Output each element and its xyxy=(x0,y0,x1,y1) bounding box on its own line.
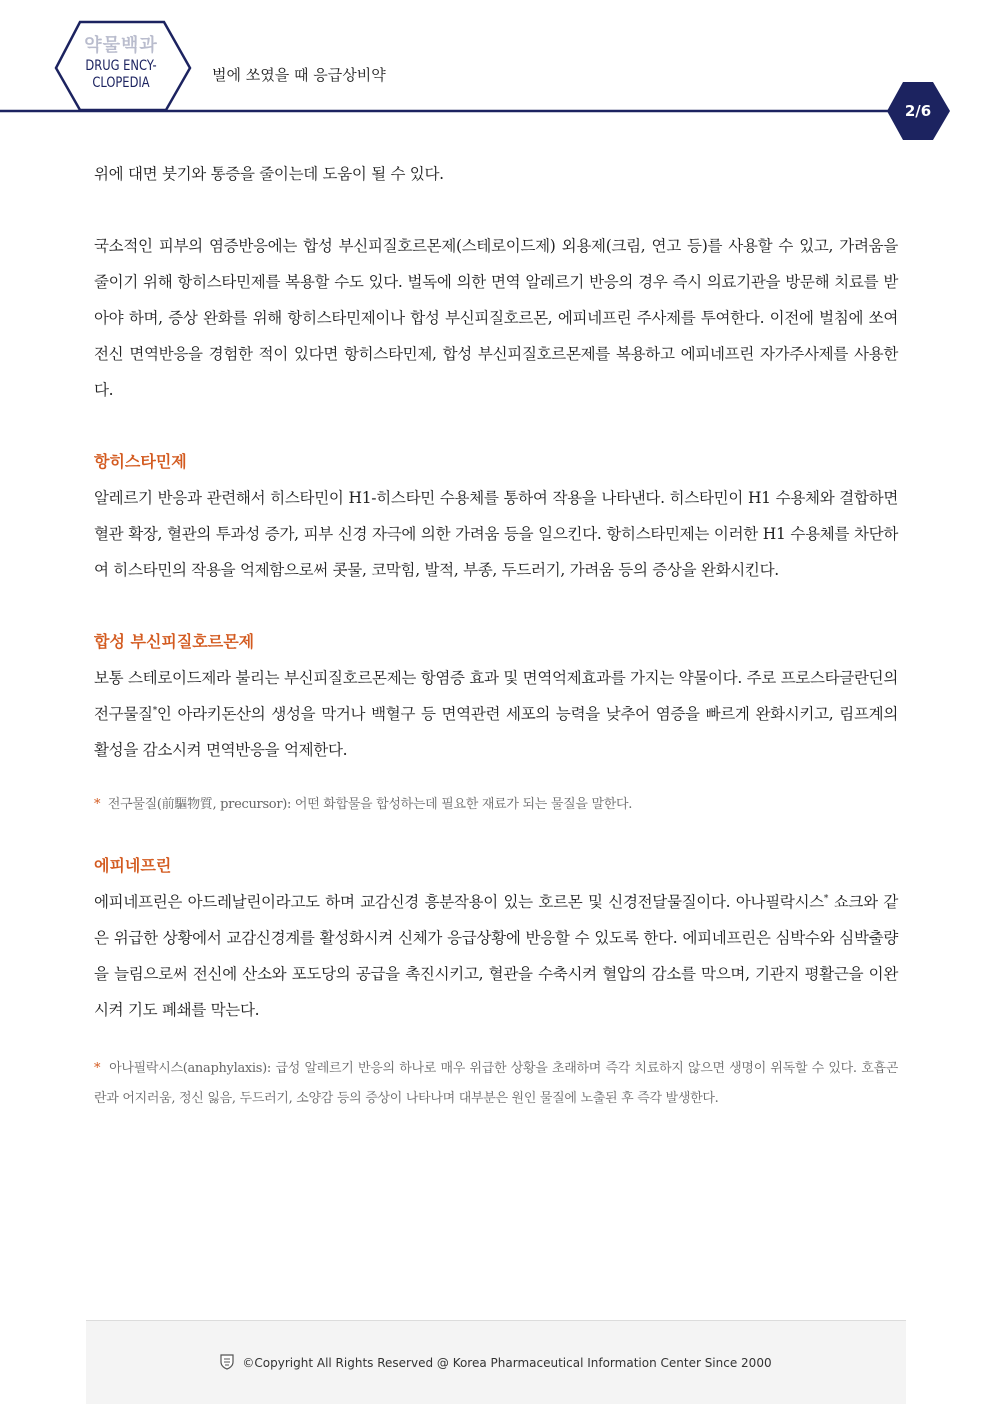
page-footer xyxy=(86,1320,906,1404)
section-body-antihistamine: 알레르기 반응과 관련해서 히스타민이 H1-히스타민 수용체를 통하여 작용을 나타낸다. 히스타민이 H1 수용체와 결합하면 혈관 확장, 혈관의 투과성 증가, 피부 신경 자극에 의한 가려움 등을 일으킨다. 항히스타민제는 이러한 H1 수용체를 차단하여 히스타민의 작용을 억제함으로써 콧물, 코막힘, 발적, 부종, 두드러기, 가려움 등의 증상을 완화시킨다. xyxy=(94,489,898,579)
section-title-corticosteroid: 합성 부신피질호르몬제 xyxy=(94,632,255,651)
page-header xyxy=(0,0,992,150)
copyright-text: ©Copyright All Rights Reserved @ Korea Pharmaceutical Information Center Since 2000 xyxy=(242,1356,772,1370)
shield-emblem-icon xyxy=(220,1354,234,1373)
footnote-marker: * xyxy=(152,705,157,716)
section-title-epinephrine: 에피네프린 xyxy=(94,856,172,875)
footnote-star: * xyxy=(94,1061,101,1076)
logo xyxy=(56,34,186,92)
intro-paragraph-1: 위에 대면 붓기와 통증을 줄이는데 도움이 될 수 있다. xyxy=(94,165,444,183)
footnote-anaphylaxis xyxy=(94,1054,898,1114)
logo-english-line2: CLOPEDIA xyxy=(92,75,150,91)
section-title-antihistamine: 항히스타민제 xyxy=(94,452,187,471)
page-number: 2/6 xyxy=(904,102,932,120)
logo-korean-text: 약물백과 xyxy=(84,35,158,56)
epinephrine-body-part-a: 에피네프린은 아드레날린이라고도 하며 교감신경 흥분작용이 있는 호르몬 및 신경전달물질이다. 아나필락시스 xyxy=(94,893,824,911)
document-title: 벌에 쏘였을 때 응급상비약 xyxy=(212,66,386,84)
footnote-precursor xyxy=(94,790,898,820)
corticosteroid-body-part-b: 인 아라키돈산의 생성을 막거나 백혈구 등 면역관련 세포의 능력을 낮추어 염증을 빠르게 완화시키고, 림프계의 활성을 감소시켜 면역반응을 억제한다. xyxy=(94,705,898,759)
section-body-corticosteroid xyxy=(94,660,898,768)
footer-content xyxy=(86,1354,906,1373)
main-content xyxy=(94,150,898,1114)
corticosteroid-body-part-a: 보통 스테로이드제라 불리는 부신피질호르몬제는 항염증 효과 및 면역억제효과를 가지는 약물이다. 주로 프로스타글란딘의 전구물질 xyxy=(94,669,898,723)
logo-english-line1: DRUG ENCY- xyxy=(85,58,157,74)
footnote-star: * xyxy=(94,797,101,812)
section-body-epinephrine xyxy=(94,884,898,1028)
epinephrine-body-part-b: 쇼크와 같은 위급한 상황에서 교감신경계를 활성화시켜 신체가 응급상황에 반응할 수 있도록 한다. 에피네프린은 심박수와 심박출량을 늘림으로써 전신에 산소와 포도당의 공급을 촉진시키고, 혈관을 수축시켜 혈압의 감소를 막으며, 기관지 평활근을 이완시켜 기도 폐쇄를 막는다. xyxy=(94,893,899,1019)
footnote-anaphylaxis-text: 아나필락시스(anaphylaxis): 급성 알레르기 반응의 하나로 매우 위급한 상황을 초래하며 즉각 치료하지 않으면 생명이 위독할 수 있다. 호흡곤란과 어지러움, 정신 잃음, 두드러기, 소양감 등의 증상이 나타나며 대부분은 원인 물질에 노출된 후 즉각 발생한다. xyxy=(94,1061,898,1106)
footnote-precursor-text: 전구물질(前驅物質, precursor): 어떤 화합물을 합성하는데 필요한 재료가 되는 물질을 말한다. xyxy=(107,797,633,812)
intro-paragraph-2: 국소적인 피부의 염증반응에는 합성 부신피질호르몬제(스테로이드제) 외용제(크림, 연고 등)를 사용할 수 있고, 가려움을 줄이기 위해 항히스타민제를 복용할 수도 있다. 벌독에 의한 면역 알레르기 반응의 경우 즉시 의료기관을 방문해 치료를 받아야 하며, 증상 완화를 위해 항히스타민제이나 합성 부신피질호르몬, 에피네프린 주사제를 투여한다. 이전에 벌침에 쏘여 전신 면역반응을 경험한 적이 있다면 항히스타민제, 합성 부신피질호르몬제를 복용하고 에피네프린 자가주사제를 사용한다. xyxy=(94,237,898,399)
footnote-marker: * xyxy=(823,893,829,904)
